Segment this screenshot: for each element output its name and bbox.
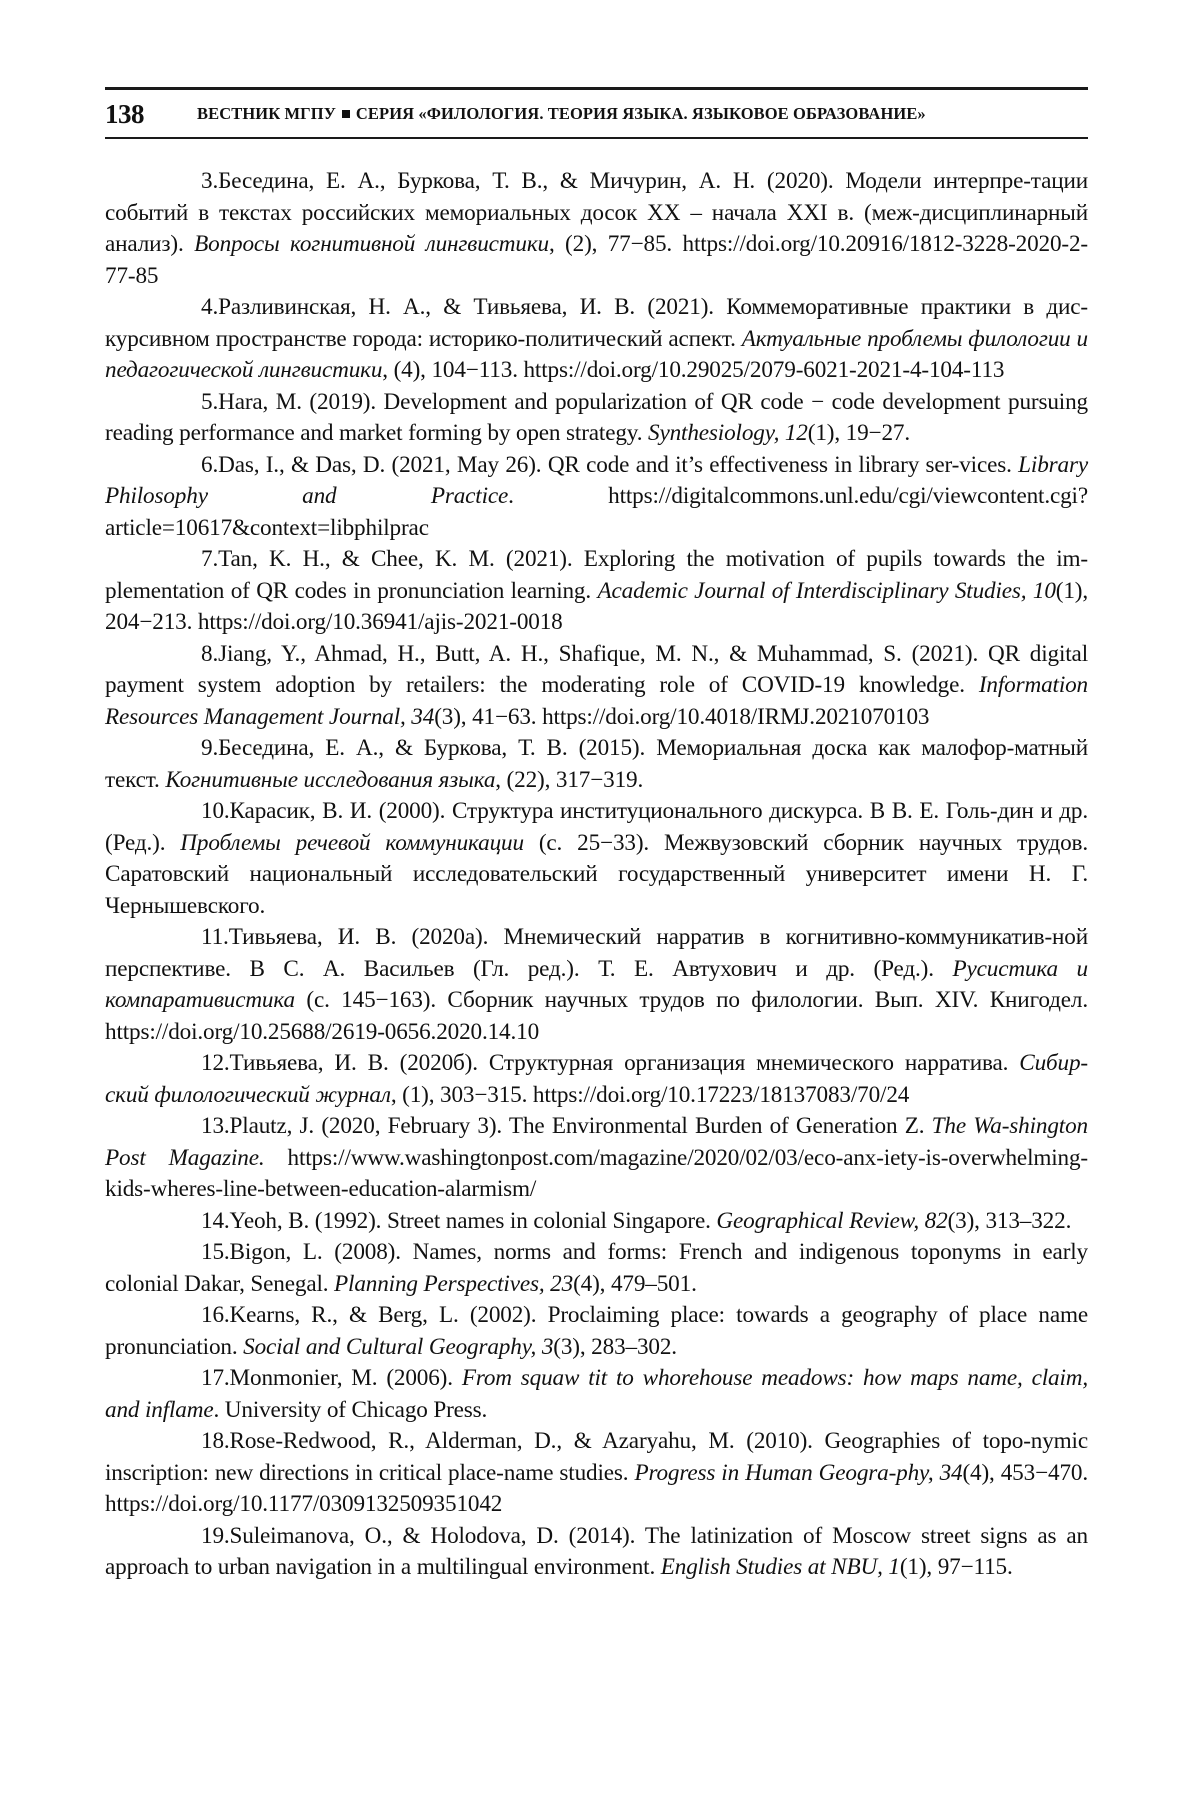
reference-item <box>105 922 1088 1048</box>
reference-text: Rose-Redwood, R., Alderman, D., & Azaryahu, M. (2010). Geographies of topo-nymic inscription: new directions in critical place-name studies. <box>105 1428 1088 1486</box>
reference-text: . University of Chicago Press. <box>213 1396 488 1423</box>
reference-text: , (1), 303−315. https://doi.org/10.17223/18137083/70/24 <box>390 1081 910 1108</box>
header-bottom-rule <box>105 137 1088 139</box>
reference-item <box>105 639 1088 734</box>
reference-number: 16. <box>201 1302 230 1328</box>
reference-list <box>105 166 1088 1584</box>
reference-source-title: Geographical Review, 82 <box>716 1207 948 1234</box>
reference-text: (3), 41−63. https://doi.org/10.4018/IRMJ.2021070103 <box>434 703 930 730</box>
reference-text: Bigon, L. (2008). Names, norms and forms: French and indigenous toponyms in early colonial Dakar, Senegal. <box>105 1239 1088 1297</box>
reference-item <box>105 1521 1088 1584</box>
reference-item <box>105 1426 1088 1521</box>
square-bullet-icon <box>342 110 350 118</box>
journal-name: ВЕСТНИК МГПУ <box>197 104 336 123</box>
reference-text: , (4), 104−113. https://doi.org/10.29025/2079-6021-2021-4-104-113 <box>382 357 1005 383</box>
reference-item <box>105 796 1088 922</box>
reference-text: Беседина, Е. А., & Буркова, Т. В. (2015). Мемориальная доска как малофор-матный текст. <box>105 735 1088 793</box>
reference-text: . https://digitalcommons.unl.edu/cgi/viewcontent.cgi?article=10617&context=libphilprac <box>105 483 1088 541</box>
reference-item <box>105 292 1088 387</box>
reference-number: 10. <box>201 798 230 824</box>
reference-number: 18. <box>201 1428 230 1454</box>
reference-text: Jiang, Y., Ahmad, H., Butt, A. H., Shafique, M. N., & Muhammad, S. (2021). QR digital payment system adoption by retailers: the moderating role of COVID-19 knowledge. <box>105 640 1088 698</box>
reference-text: , (22), 317−319. <box>495 766 644 793</box>
reference-text: Yeoh, B. (1992). Street names in colonial Singapore. <box>229 1207 717 1234</box>
reference-source-title: Актуальные проблемы филологии и педагогической лингвистики <box>105 325 1088 383</box>
reference-item <box>105 450 1088 545</box>
reference-source-title: Synthesiology, 12 <box>648 420 808 446</box>
reference-text: (1), 204−213. https://doi.org/10.36941/ajis-2021-0018 <box>105 577 1089 635</box>
reference-text: Das, I., & Das, D. (2021, May 26). QR code and it’s effectiveness in library ser-vices. <box>218 451 1019 478</box>
reference-item <box>105 733 1088 796</box>
reference-item <box>105 387 1088 450</box>
reference-item <box>105 1237 1088 1300</box>
reference-number: 15. <box>201 1239 230 1265</box>
reference-text: Hara, M. (2019). Development and popularization of QR code − code development pursuing reading performance and market forming by open strategy. <box>105 388 1088 446</box>
reference-number: 3. <box>201 168 219 194</box>
reference-text: Tan, K. H., & Chee, K. M. (2021). Exploring the motivation of pupils towards the im-plementation of QR codes in pronunciation learning. <box>105 546 1088 604</box>
reference-text: Monmonier, M. (2006). <box>229 1365 462 1391</box>
reference-text: https://www.washingtonpost.com/magazine/2020/02/03/eco-anx-iety-is-overwhelming-kids-wheres-line-between-education-alarmism/ <box>105 1144 1088 1202</box>
reference-item <box>105 1111 1088 1206</box>
reference-text: Тивьяева, И. В. (2020а). Мнемический нарратив в когнитивно-коммуникатив-ной перспективе. В С. А. Васильев (Гл. ред.). Т. Е. Автухович и др. (Ред.). <box>105 924 1088 982</box>
reference-number: 4. <box>201 294 219 320</box>
reference-source-title: Сибир-ский филологический журнал <box>105 1050 1088 1108</box>
reference-number: 13. <box>201 1113 230 1139</box>
reference-source-title: Academic Journal of Interdisciplinary Studies, 10 <box>597 577 1056 604</box>
reference-source-title: Когнитивные исследования языка <box>165 766 496 793</box>
reference-number: 9. <box>201 735 219 761</box>
reference-source-title: From squaw tit to whorehouse meadows: how maps name, claim, and inflame <box>105 1365 1088 1423</box>
reference-item <box>105 1048 1088 1111</box>
reference-text: Kearns, R., & Berg, L. (2002). Proclaiming place: towards a geography of place name pronunciation. <box>105 1302 1088 1360</box>
header-top-rule <box>105 87 1088 90</box>
reference-number: 14. <box>201 1207 230 1234</box>
reference-text: Карасик, В. И. (2000). Структура институционального дискурса. В В. Е. Голь-дин и др. (Ред.). <box>105 798 1088 856</box>
reference-text: (3), 313–322. <box>947 1207 1072 1234</box>
reference-number: 12. <box>201 1050 230 1076</box>
reference-source-title: Progress in Human Geogra-phy, 34 <box>634 1459 963 1486</box>
reference-item <box>105 1206 1088 1238</box>
running-header <box>105 96 1088 132</box>
reference-item <box>105 544 1088 639</box>
reference-number: 6. <box>201 451 219 478</box>
reference-source-title: Library Philosophy and Practice <box>105 451 1088 509</box>
reference-item <box>105 1300 1088 1363</box>
reference-number: 19. <box>201 1522 230 1549</box>
reference-number: 5. <box>201 388 219 415</box>
reference-text: , (2), 77−85. https://doi.org/10.20916/1812-3228-2020-2-77-85 <box>105 231 1089 289</box>
reference-text: (1), 97−115. <box>899 1554 1013 1580</box>
reference-text: (3), 283–302. <box>553 1333 677 1360</box>
reference-source-title: English Studies at NBU, 1 <box>660 1554 900 1580</box>
reference-number: 7. <box>201 546 219 572</box>
reference-text: (1), 19−27. <box>807 420 910 446</box>
reference-item <box>105 166 1088 292</box>
reference-text: (с. 145−163). Сборник научных трудов по филологии. Вып. XIV. Книгодел. https://doi.org/10.25688/2619-0656.2020.14.10 <box>105 987 1088 1045</box>
running-head-title <box>197 104 926 124</box>
reference-source-title: Вопросы когнитивной лингвистики <box>194 231 549 257</box>
reference-text: Suleimanova, O., & Holodova, D. (2014). The latinization of Moscow street signs as an approach to urban navigation in a multilingual environment. <box>105 1522 1088 1580</box>
reference-text: Тивьяева, И. В. (2020б). Структурная организация мнемического нарратива. <box>229 1050 1020 1076</box>
reference-text: (4), 479–501. <box>573 1270 697 1297</box>
page-number: 138 <box>105 98 144 129</box>
reference-item <box>105 1363 1088 1426</box>
reference-text: Разливинская, Н. А., & Тивьяева, И. В. (2021). Коммеморативные практики в дис-курсивном пространстве города: историко-политический аспект. <box>105 294 1088 352</box>
reference-text: Беседина, Е. А., Буркова, Т. В., & Мичурин, А. Н. (2020). Модели интерпре-тации событий в текстах российских мемориальных досок XX – начала XXI в. (меж-дисциплинарный анализ). <box>105 168 1088 257</box>
series-name: СЕРИЯ «ФИЛОЛОГИЯ. ТЕОРИЯ ЯЗЫКА. ЯЗЫКОВОЕ ОБРАЗОВАНИЕ» <box>355 104 926 123</box>
reference-text: (с. 25−33). Межвузовский сборник научных трудов. Саратовский национальный исследовательский государственный университет имени Н. Г. Чернышевского. <box>105 829 1088 919</box>
reference-source-title: The Wa-shington Post Magazine. <box>105 1113 1088 1171</box>
reference-source-title: Planning Perspectives, 23 <box>334 1270 574 1297</box>
reference-source-title: Проблемы речевой коммуникации <box>180 829 524 856</box>
reference-source-title: Information Resources Management Journal, 34 <box>105 672 1088 730</box>
reference-source-title: Social and Cultural Geography, 3 <box>243 1333 554 1360</box>
reference-number: 17. <box>201 1365 230 1391</box>
reference-text: (4), 453−470. https://doi.org/10.1177/0309132509351042 <box>105 1459 1088 1517</box>
reference-text: Plautz, J. (2020, February 3). The Environmental Burden of Generation Z. <box>229 1113 932 1139</box>
reference-number: 11. <box>201 924 229 950</box>
reference-number: 8. <box>201 640 219 667</box>
reference-source-title: Русистика и компаративистика <box>105 955 1088 1013</box>
